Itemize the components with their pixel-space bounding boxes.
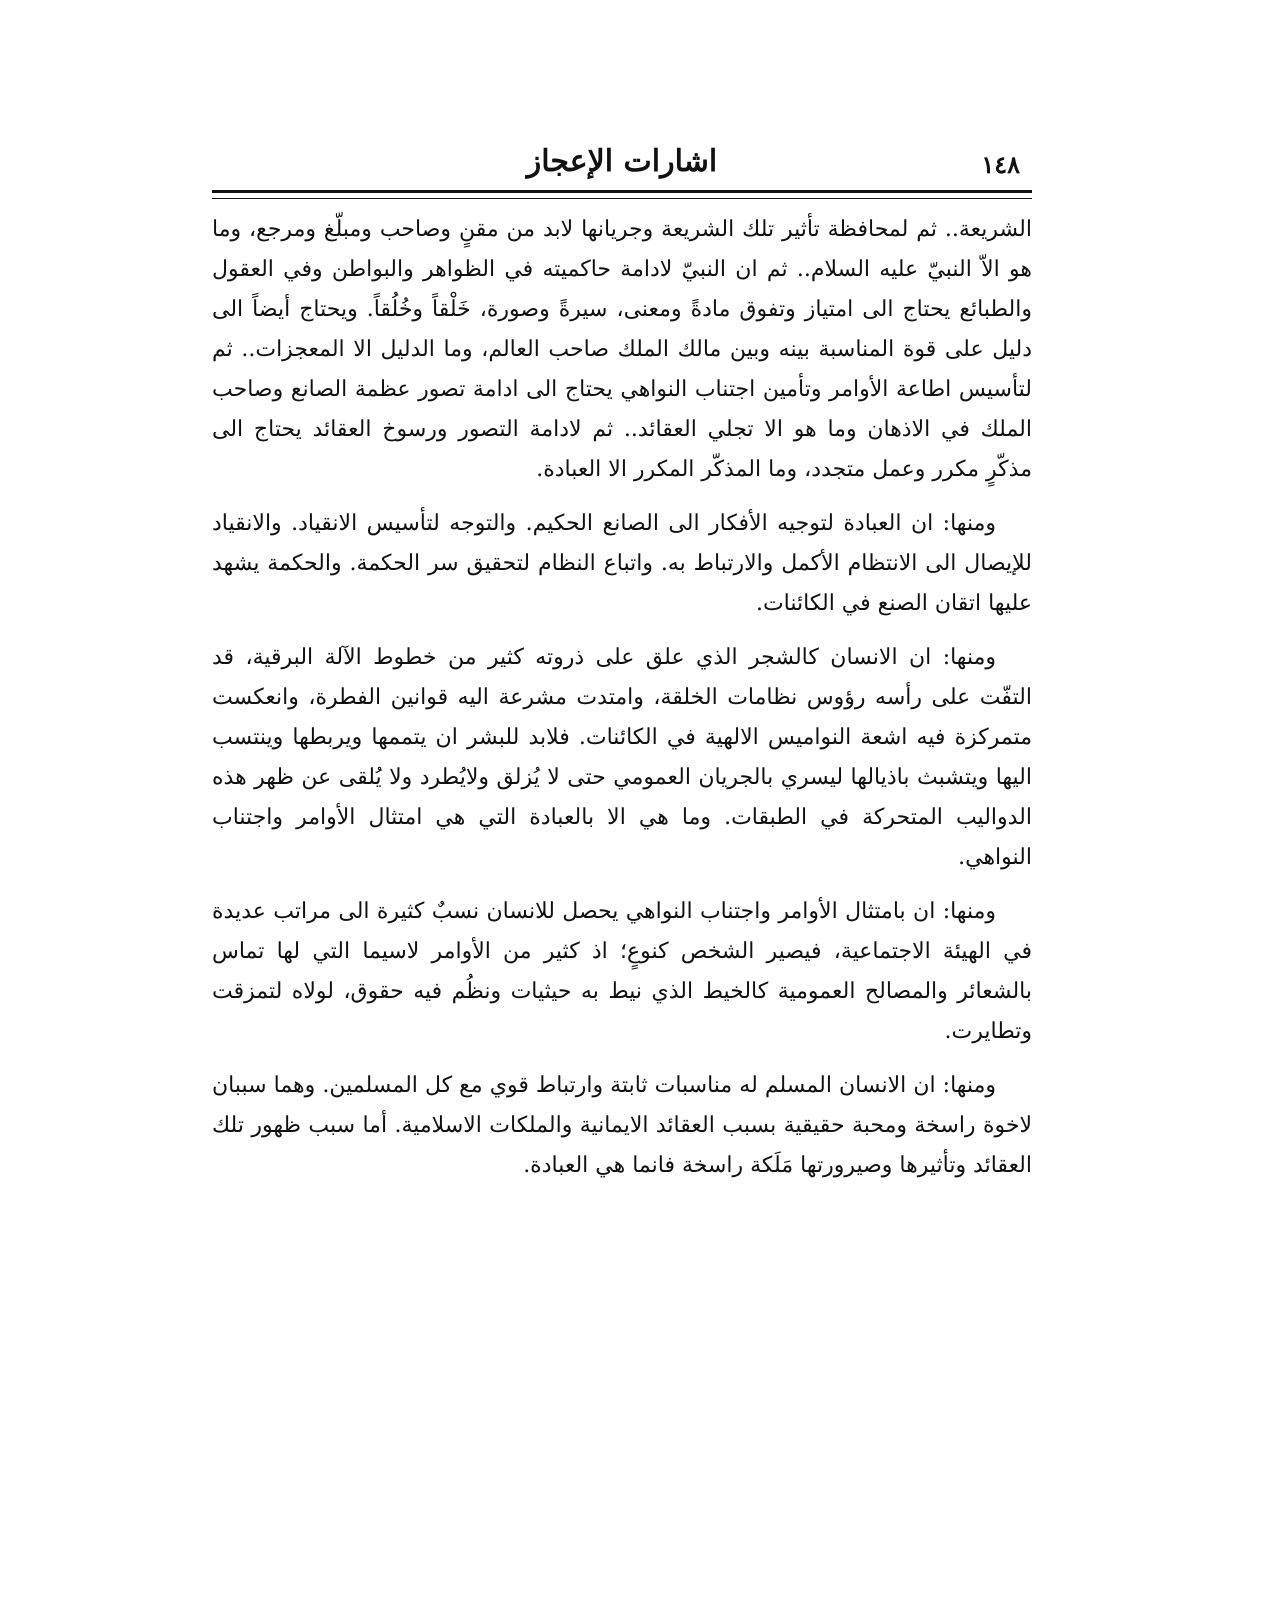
page-header	[212, 140, 1032, 190]
paragraph: ومنها: ان بامتثال الأوامر واجتناب النواهي يحصل للانسان نسبٌ كثيرة الى مراتب عديدة في الهيئة الاجتماعية، فيصير الشخص كنوعٍ؛ اذ كثير من الأوامر لاسيما التي لها تماس بالشعائر والمصالح العمومية كالخيط الذي نيط به حيثيات ونظُم فيه حقوق، لولاه لتمزقت وتطايرت.	[212, 899, 1032, 1044]
header-rule-thin	[212, 198, 1032, 199]
paragraph: ومنها: ان الانسان المسلم له مناسبات ثابتة وارتباط قوي مع كل المسلمين. وهما سببان لاخوة راسخة ومحبة حقيقية بسبب العقائد الايمانية والملكات الاسلامية. أما سبب ظهور تلك العقائد وتأثيرها وصيرورتها مَلَكة راسخة فانما هي العبادة.	[212, 1073, 1032, 1178]
paragraph: ومنها: ان الانسان كالشجر الذي علق على ذروته كثير من خطوط الآلة البرقية، قد التفّت على رأسه رؤوس نظامات الخلقة، وامتدت مشرعة اليه قوانين الفطرة، وانعكست متمركزة فيه اشعة النواميس الالهية في الكائنات. فلابد للبشر ان يتممها ويربطها وينتسب اليها ويتشبث باذيالها ليسري بالجريان العمومي حتى لا يُزلق ولايُطرد ولا يُلقى عن ظهر هذه الدواليب المتحركة في الطبقات. وما هي الا بالعبادة التي هي امتثال الأوامر واجتناب النواهي.	[212, 645, 1032, 870]
paragraph-continuation: الشريعة.. ثم لمحافظة تأثير تلك الشريعة وجريانها لابد من مقنٍ وصاحب ومبلّغ ومرجع، وما هو الاّ النبيّ عليه السلام.. ثم ان النبيّ لادامة حاكميته في الظواهر والبواطن وفي العقول والطبائع يحتاج الى امتياز وتفوق مادةً ومعنى، سيرةً وصورة، خَلْقاً وخُلُقاً. ويحتاج أيضاً الى دليل على قوة المناسبة بينه وبين مالك الملك صاحب العالم، وما الدليل الا المعجزات.. ثم لتأسيس اطاعة الأوامر وتأمين اجتناب النواهي يحتاج الى ادامة تصور عظمة الصانع وصاحب الملك في الاذهان وما هو الا تجلي العقائد.. ثم لادامة التصور ورسوخ العقائد يحتاج الى مذكّرٍ مكرر وعمل متجدد، وما المذكّر المكرر الا العبادة.	[212, 217, 1032, 482]
running-title: اشارات الإعجاز	[526, 144, 718, 179]
page-number: ١٤٨	[981, 150, 1020, 179]
header-rule-thick	[212, 190, 1032, 193]
body-text	[212, 210, 1032, 1200]
paragraph: ومنها: ان العبادة لتوجيه الأفكار الى الصانع الحكيم. والتوجه لتأسيس الانقياد. والانقياد للإيصال الى الانتظام الأكمل والارتباط به. واتباع النظام لتحقيق سر الحكمة. والحكمة يشهد عليها اتقان الصنع في الكائنات.	[212, 511, 1032, 616]
